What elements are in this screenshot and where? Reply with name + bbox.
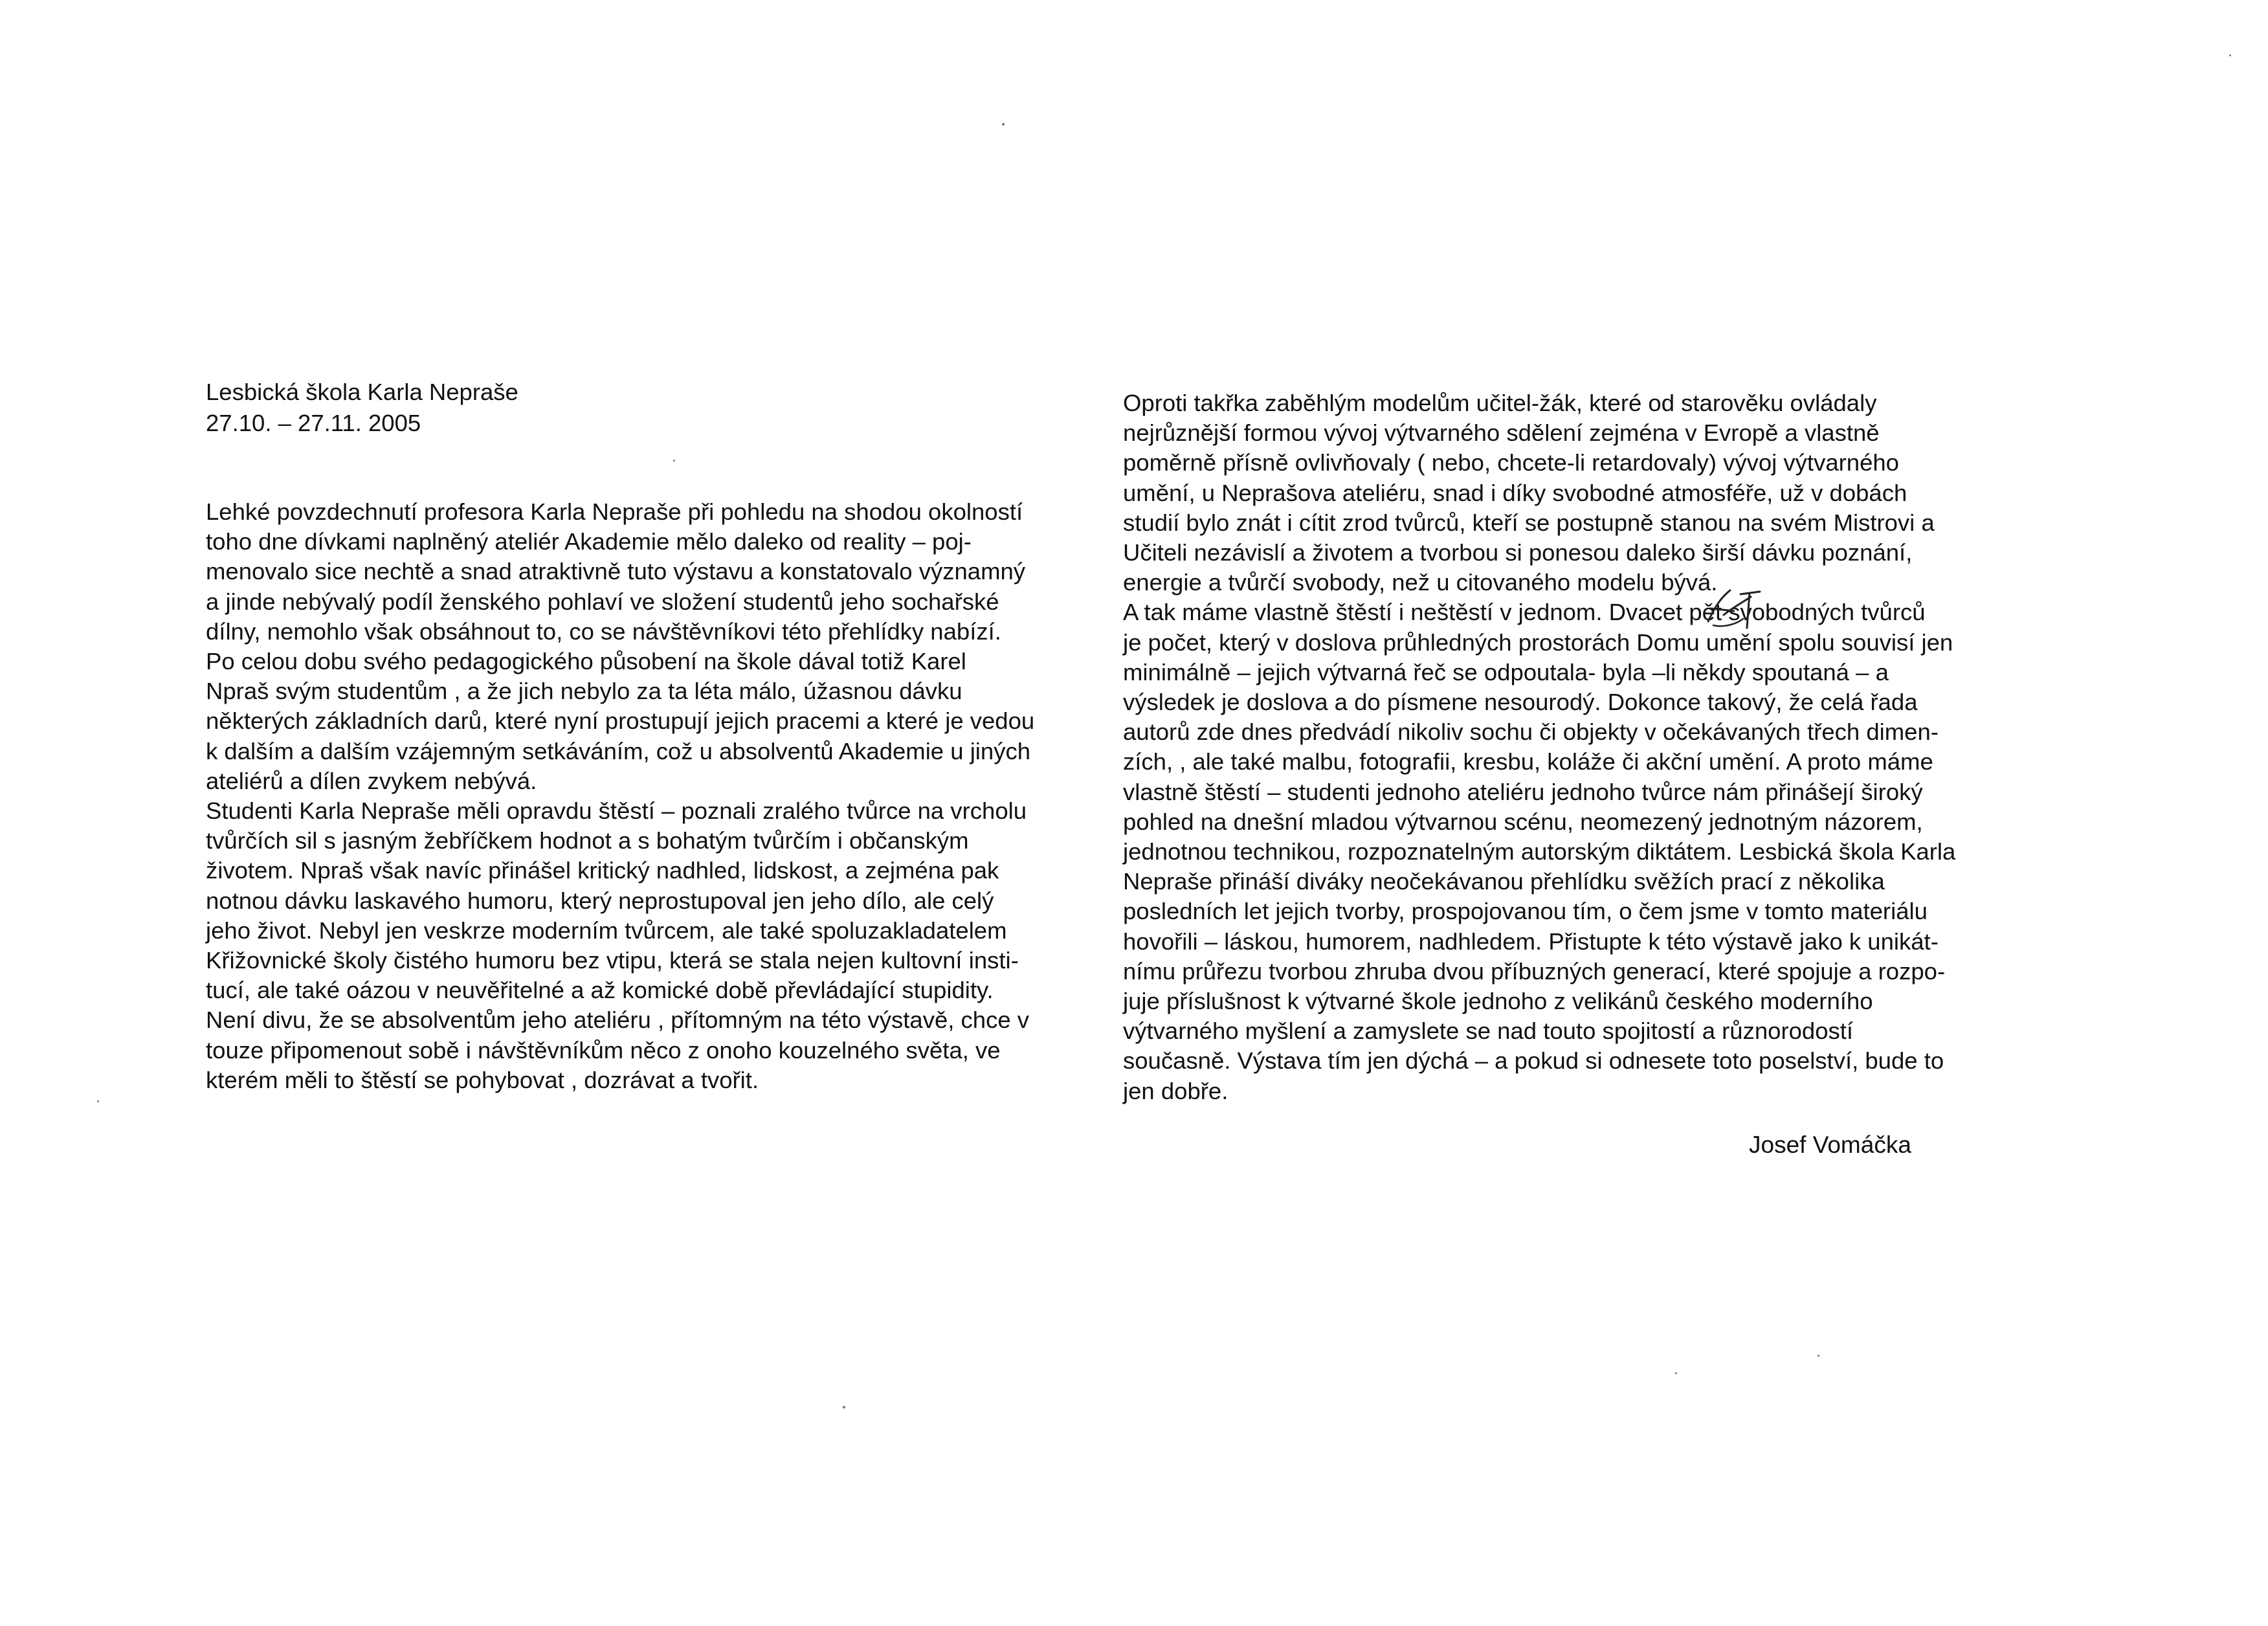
- text-line: kterém měli to štěstí se pohybovat , dozrávat a tvořit.: [206, 1066, 759, 1093]
- text-line: současně. Výstava tím jen dýchá – a pokud si odnesete toto poselství, bude to: [1123, 1047, 1944, 1075]
- text-line: výsledek je doslova a do písmene nesourodý. Dokonce takový, že celá řada: [1123, 689, 1918, 716]
- text-line: hovořili – láskou, humorem, nadhledem. Přistupte k této výstavě jako k unikát-: [1123, 928, 1939, 955]
- scan-speck: [1818, 1355, 1819, 1357]
- text-line: Nepraše přináší diváky neočekávanou přehlídku svěžích prací z několika: [1123, 868, 1885, 895]
- text-line: Není divu, že se absolventům jeho ateliéru , přítomným na této výstavě, chce v: [206, 1007, 1030, 1034]
- text-line: tucí, ale také oázou v neuvěřitelné a až komické době převládající stupidity.: [206, 977, 994, 1004]
- text-line: poměrně přísně ovlivňovaly ( nebo, chcete-li retardovaly) vývoj výtvarného: [1123, 449, 1899, 476]
- document-header: [206, 377, 1047, 439]
- text-line: některých základních darů, které nyní prostupují jejich pracemi a které je vedou: [206, 707, 1035, 735]
- text-line: nejrůznější formou vývoj výtvarného sdělení zejména v Evropě a vlastně: [1123, 419, 1880, 447]
- text-line: jeho život. Nebyl jen veskrze moderním tvůrcem, ale také spoluzakladatelem: [206, 917, 1007, 944]
- text-line: tvůrčích sil s jasným žebříčkem hodnot a s bohatým tvůrčím i občanským: [206, 827, 969, 854]
- text-line: Oproti takřka zaběhlým modelům učitel-žák, které od starověku ovládaly: [1123, 390, 1877, 416]
- text-line: vlastně štěstí – studenti jednoho ateliéru jednoho tvůrce nám přinášejí široký: [1123, 778, 1923, 805]
- text-line: juje příslušnost k výtvarné škole jednoho z velikánů českého moderního: [1123, 988, 1873, 1015]
- text-line: pohled na dnešní mladou výtvarnou scénu, neomezený jednotným názorem,: [1123, 808, 1923, 835]
- text-line: je počet, který v doslova průhledných prostorách Domu umění spolu souvisí jen: [1123, 629, 1953, 656]
- text-line: toho dne dívkami naplněný ateliér Akademie mělo daleko od reality – poj-: [206, 528, 972, 555]
- left-text-column: [206, 497, 1125, 1095]
- text-line: k dalším a dalším vzájemným setkáváním, což u absolventů Akademie u jiných: [206, 737, 1031, 764]
- text-line: nímu průřezu tvorbou zhruba dvou příbuzných generací, které spojuje a rozpo-: [1123, 957, 1946, 985]
- scan-speck: [843, 1406, 845, 1409]
- text-line: menovalo sice nechtě a snad atraktivně tuto výstavu a konstatovalo významný: [206, 558, 1026, 585]
- text-line: Po celou dobu svého pedagogického působení na škole dával totiž Karel: [206, 648, 966, 675]
- text-line: autorů zde dnes předvádí nikoliv sochu či objekty v očekávaných třech dimen-: [1123, 718, 1939, 746]
- text-line: jen dobře.: [1123, 1077, 1228, 1104]
- text-line: a jinde nebývalý podíl ženského pohlaví ve složení studentů jeho sochařské: [206, 588, 999, 615]
- text-line: notnou dávku laskavého humoru, který neprostupoval jen jeho dílo, ale celý: [206, 887, 994, 914]
- text-line: touze připomenout sobě i návštěvníkům něco z onoho kouzelného světa, ve: [206, 1036, 1001, 1064]
- text-line: posledních let jejich tvorby, prospojovanou tím, o čem jsme v tomto materiálu: [1123, 898, 1928, 925]
- text-line: umění, u Neprašova ateliéru, snad i díky svobodné atmosféře, už v dobách: [1123, 479, 1907, 506]
- text-line: jednotnou technikou, rozpoznatelným autorským diktátem. Lesbická škola Karla: [1123, 838, 1956, 865]
- exhibition-dates: 27.10. – 27.11. 2005: [206, 410, 421, 436]
- scan-speck: [1675, 1372, 1677, 1374]
- scan-speck: [2229, 54, 2231, 56]
- text-line: Studenti Karla Nepraše měli opravdu štěstí – poznali zralého tvůrce na vrcholu: [206, 797, 1027, 825]
- author-signature: Josef Vomáčka: [1749, 1131, 1911, 1158]
- text-line: ateliérů a dílen zvykem nebývá.: [206, 767, 537, 794]
- exhibition-title: Lesbická škola Karla Nepraše: [206, 379, 518, 405]
- text-line: životem. Npraš však navíc přinášel kritický nadhled, lidskost, a zejména pak: [206, 857, 999, 884]
- text-line: zích, , ale také malbu, fotografii, kresbu, koláže či akční umění. A proto máme: [1123, 748, 1933, 775]
- text-line: minimálně – jejich výtvarná řeč se odpoutala- byla –li někdy spoutaná – a: [1123, 658, 1889, 685]
- text-line: dílny, nemohlo však obsáhnout to, co se návštěvníkovi této přehlídky nabízí.: [206, 618, 1001, 645]
- text-line: Učiteli nezávislí a životem a tvorbou si ponesou daleko širší dávku poznání,: [1123, 539, 1913, 566]
- text-line: Npraš svým studentům , a že jich nebylo za ta léta málo, úžasnou dávku: [206, 678, 962, 705]
- scan-speck: [97, 1100, 99, 1102]
- text-line: studií bylo znát i cítit zrod tvůrců, kteří se postupně stanou na svém Mistrovi a: [1123, 509, 1935, 536]
- text-line: výtvarného myšlení a zamyslete se nad touto spojitostí a různorodostí: [1123, 1018, 1854, 1045]
- text-line: Křižovnické školy čistého humoru bez vtipu, která se stala nejen kultovní insti-: [206, 947, 1019, 974]
- text-line: A tak máme vlastně štěstí i neštěstí v jednom. Dvacet pět svobodných tvůrců: [1123, 599, 1926, 626]
- right-text-column: [1123, 388, 1990, 1106]
- scan-speck: [1002, 123, 1005, 126]
- scan-speck: [673, 460, 675, 462]
- text-line: energie a tvůrčí svobody, než u citovaného modelu bývá.: [1123, 569, 1718, 596]
- text-line: Lehké povzdechnutí profesora Karla Nepraše při pohledu na shodou okolností: [206, 498, 1023, 525]
